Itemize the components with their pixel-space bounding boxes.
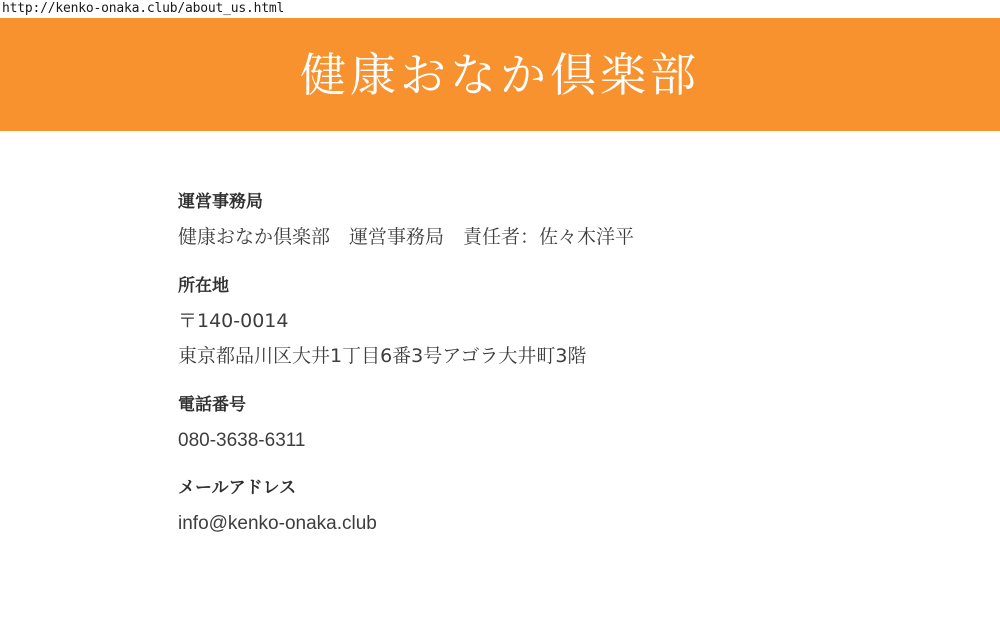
site-header-banner (0, 18, 1000, 131)
section-line: 東京都品川区大井1丁目6番3号アゴラ大井町3階 (178, 345, 587, 368)
section-email (178, 477, 1000, 539)
about-us-content (0, 131, 1000, 539)
section-address (178, 275, 1000, 372)
section-heading: メールアドレス (178, 478, 297, 499)
section-operating-office (178, 191, 1000, 253)
site-title: 健康おなか倶楽部 (300, 47, 700, 102)
section-line: 080-3638-6311 (178, 429, 306, 451)
section-heading: 電話番号 (178, 394, 246, 415)
section-phone (178, 394, 1000, 456)
section-heading: 運営事務局 (178, 192, 263, 212)
section-line: 健康おなか倶楽部 運営事務局 責任者：佐々木洋平 (178, 226, 635, 249)
section-line: 〒140-0014 (178, 309, 289, 332)
section-line: info@kenko-onaka.club (178, 513, 377, 535)
section-heading: 所在地 (178, 275, 229, 296)
url-bar[interactable]: http://kenko-onaka.club/about_us.html (0, 0, 1000, 18)
